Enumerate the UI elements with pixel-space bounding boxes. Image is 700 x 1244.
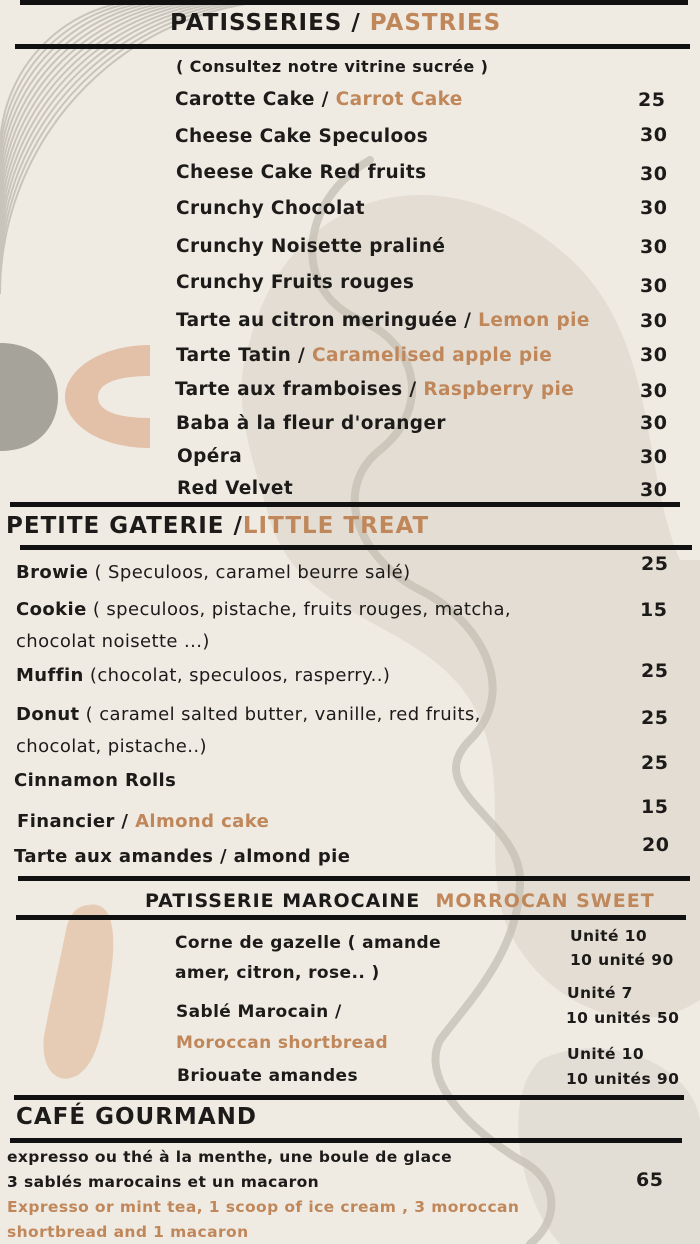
section-title-fr: PETITE GATERIE / — [6, 513, 243, 539]
item-price: 25 — [641, 752, 669, 774]
item-price: 30 — [640, 479, 668, 501]
item-desc: chocolat noisette ...) — [16, 631, 210, 652]
item-desc: ( Speculoos, caramel beurre salé) — [88, 562, 411, 583]
list-item: Tarte aux amandes / almond pie — [14, 846, 351, 867]
list-item: Red Velvet — [177, 478, 294, 499]
section-title-fr: PATISSERIE MAROCAINE — [145, 890, 421, 912]
item-name: Cookie — [16, 599, 87, 620]
item-desc: chocolat, pistache..) — [16, 736, 207, 757]
list-item: Cheese Cake Speculoos — [175, 126, 429, 147]
cafe-line-en: shortbread and 1 macaron — [7, 1223, 249, 1241]
item-price: 30 — [640, 412, 668, 434]
item-name-en: Lemon pie — [478, 310, 590, 331]
divider — [20, 0, 688, 5]
list-item: Sablé Marocain / — [176, 1002, 342, 1022]
list-item — [16, 562, 411, 583]
item-name-en: Raspberry pie — [423, 379, 575, 400]
item-desc: ( speculoos, pistache, fruits rouges, matcha, — [86, 599, 512, 620]
divider — [20, 545, 692, 550]
cafe-line-fr: expresso ou thé à la menthe, une boule de glace — [7, 1148, 453, 1166]
list-item — [175, 89, 463, 110]
section-title-en: PASTRIES — [369, 10, 502, 36]
list-item: Opéra — [177, 446, 243, 467]
item-price: 25 — [641, 553, 669, 575]
item-price: 20 — [642, 834, 670, 856]
list-item — [175, 379, 574, 400]
list-item — [16, 665, 390, 686]
item-price: 25 — [638, 89, 666, 111]
item-price: 10 unité 90 — [570, 951, 674, 969]
item-name: Tarte aux framboises / — [175, 379, 417, 400]
item-price: Unité 10 — [570, 927, 648, 945]
list-item: Baba à la fleur d'oranger — [176, 413, 446, 434]
section-title-fr: PATISSERIES / — [170, 10, 361, 36]
item-name: Financier / — [17, 811, 129, 832]
divider — [10, 1138, 682, 1143]
item-price: 30 — [640, 275, 668, 297]
list-item: Crunchy Fruits rouges — [176, 272, 415, 293]
item-price: 10 unités 50 — [566, 1009, 680, 1027]
section-title-moroccan — [145, 890, 655, 912]
list-item — [17, 811, 269, 832]
item-price: 65 — [636, 1169, 664, 1191]
item-name-en: Almond cake — [135, 811, 270, 832]
item-price: 30 — [640, 344, 668, 366]
item-desc: ( caramel salted butter, vanille, red fruits, — [79, 704, 481, 725]
list-item — [16, 599, 511, 620]
item-name: Carotte Cake / — [175, 89, 329, 110]
item-price: Unité 10 — [567, 1045, 645, 1063]
section-title-en: MORROCAN SWEET — [435, 890, 655, 912]
list-item: Crunchy Noisette praliné — [176, 236, 446, 257]
item-name: Browie — [16, 562, 89, 583]
item-price: 30 — [640, 310, 668, 332]
item-desc: amer, citron, rose.. ) — [175, 963, 380, 983]
item-price: 30 — [640, 124, 668, 146]
list-item: Cinnamon Rolls — [14, 770, 177, 791]
item-name: Tarte Tatin / — [176, 345, 306, 366]
list-item: Briouate amandes — [177, 1066, 358, 1086]
item-price: 30 — [640, 446, 668, 468]
list-item — [176, 345, 552, 366]
item-price: 30 — [640, 236, 668, 258]
item-price: 25 — [641, 660, 669, 682]
divider — [16, 915, 686, 920]
item-name-en: Caramelised apple pie — [312, 345, 553, 366]
section-title-cafe: CAFÉ GOURMAND — [16, 1104, 257, 1130]
item-name: Donut — [16, 704, 80, 725]
section-title-en: LITTLE TREAT — [242, 513, 430, 539]
item-name-en: Moroccan shortbread — [176, 1033, 389, 1053]
section-title-treat — [6, 513, 429, 539]
cafe-line-en: Expresso or mint tea, 1 scoop of ice cream , 3 moroccan — [7, 1198, 520, 1216]
section-title-pastries — [170, 10, 501, 36]
divider — [10, 502, 680, 507]
item-name: Muffin — [16, 665, 84, 686]
list-item: Crunchy Chocolat — [176, 198, 365, 219]
divider — [18, 876, 690, 881]
item-price: Unité 7 — [567, 984, 633, 1002]
list-item: Corne de gazelle ( amande — [175, 933, 442, 953]
item-price: 15 — [641, 796, 669, 818]
item-price: 10 unités 90 — [566, 1070, 680, 1088]
item-desc: (chocolat, speculoos, rasperry..) — [83, 665, 391, 686]
list-item: Cheese Cake Red fruits — [176, 162, 427, 183]
item-name-en: Carrot Cake — [335, 89, 463, 110]
item-price: 25 — [641, 707, 669, 729]
cafe-line-fr: 3 sablés marocains et un macaron — [7, 1173, 320, 1191]
list-item — [16, 704, 481, 725]
divider — [15, 44, 690, 49]
item-price: 30 — [640, 197, 668, 219]
item-name: Tarte au citron meringuée / — [176, 310, 472, 331]
item-price: 15 — [640, 599, 668, 621]
item-price: 30 — [640, 163, 668, 185]
pastries-note: ( Consultez notre vitrine sucrée ) — [176, 57, 489, 76]
divider — [14, 1095, 684, 1100]
item-price: 30 — [640, 380, 668, 402]
list-item — [176, 310, 590, 331]
